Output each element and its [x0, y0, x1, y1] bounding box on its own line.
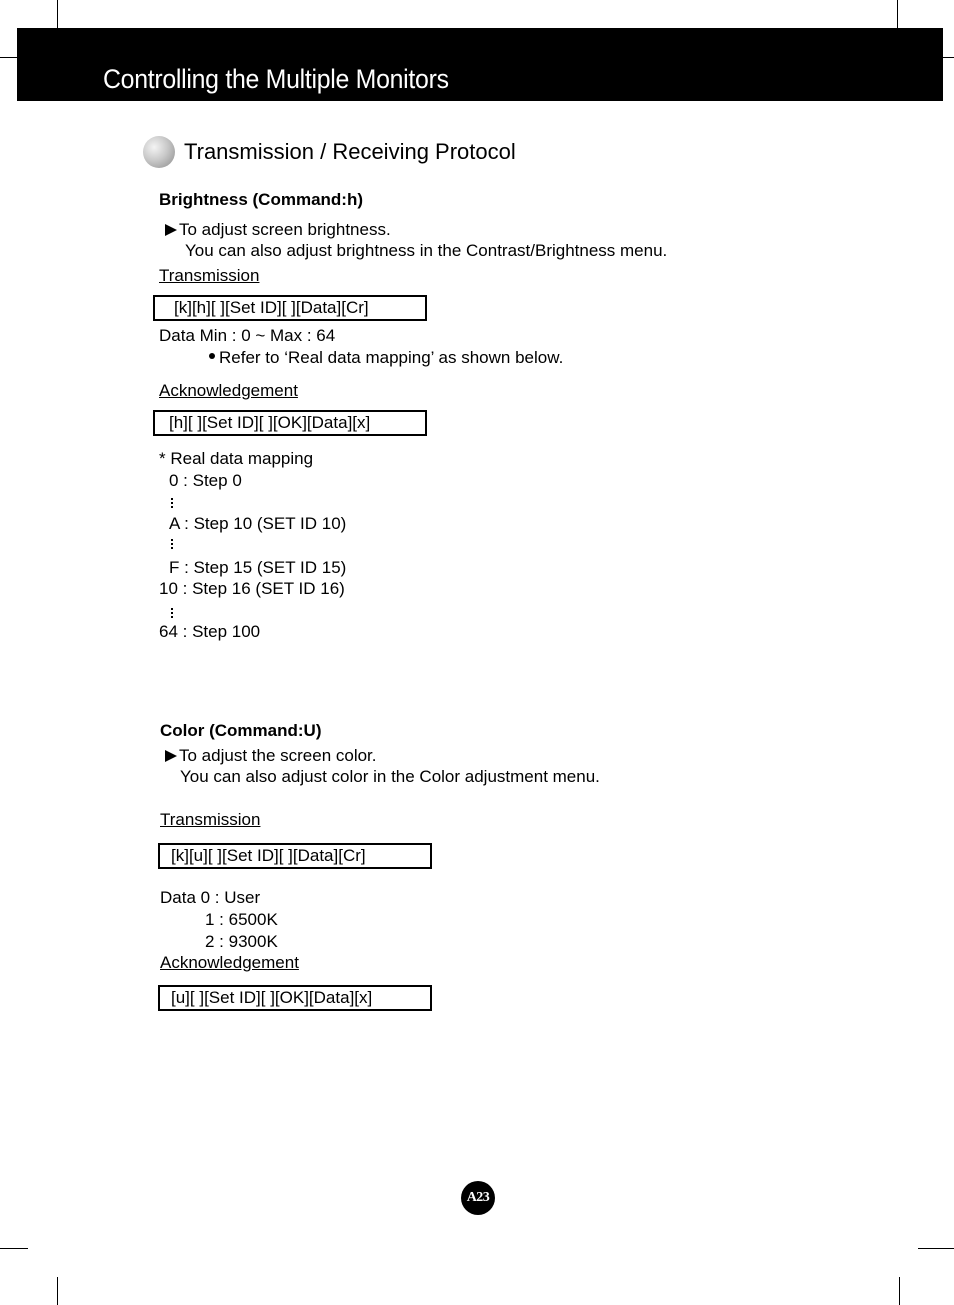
crop-mark	[899, 1277, 900, 1305]
bullet-dot-icon	[209, 353, 215, 359]
color-data-1: 1 : 6500K	[205, 910, 278, 929]
crop-mark	[57, 1277, 58, 1305]
mapping-row: A : Step 10 (SET ID 10)	[169, 514, 347, 533]
crop-mark	[57, 0, 58, 28]
color-ack-label: Acknowledgement	[160, 953, 299, 972]
mapping-row: F : Step 15 (SET ID 15)	[169, 558, 347, 577]
color-desc-line2: You can also adjust color in the Color adjustment menu.	[180, 767, 600, 786]
arrow-right-icon	[165, 750, 177, 762]
ellipsis-icon	[171, 539, 173, 551]
brightness-note	[209, 348, 563, 368]
color-desc-line1	[165, 746, 377, 766]
color-heading: Color (Command:U)	[160, 721, 322, 740]
header-bar	[17, 28, 943, 101]
brightness-note-text: Refer to ‘Real data mapping’ as shown below.	[219, 348, 564, 367]
mapping-title: * Real data mapping	[159, 449, 314, 468]
crop-mark	[943, 57, 954, 58]
ellipsis-icon	[171, 608, 173, 620]
page-title: Controlling the Multiple Monitors	[103, 64, 449, 94]
brightness-desc1-text: To adjust screen brightness.	[179, 220, 391, 239]
mapping-row: 0 : Step 0	[169, 471, 242, 490]
brightness-ack-box	[153, 410, 427, 436]
color-ack-box	[158, 985, 432, 1011]
section-title: Transmission / Receiving Protocol	[184, 139, 516, 164]
crop-mark	[0, 57, 17, 58]
mapping-row: 10 : Step 16 (SET ID 16)	[159, 579, 345, 598]
ellipsis-icon	[171, 498, 173, 510]
brightness-transmission-box	[153, 295, 427, 321]
brightness-desc-line1	[165, 220, 391, 240]
color-desc1-text: To adjust the screen color.	[179, 746, 377, 765]
page-number-badge: A23	[461, 1181, 495, 1215]
crop-mark	[0, 1248, 28, 1249]
color-ack-code: [u][ ][Set ID][ ][OK][Data][x]	[171, 988, 373, 1007]
brightness-ack-code: [h][ ][Set ID][ ][OK][Data][x]	[169, 413, 371, 432]
mapping-row: 64 : Step 100	[159, 622, 261, 641]
color-transmission-label: Transmission	[160, 810, 261, 829]
color-transmission-code: [k][u][ ][Set ID][ ][Data][Cr]	[171, 846, 366, 865]
brightness-transmission-label: Transmission	[159, 266, 260, 285]
bullet-sphere-icon	[143, 136, 175, 168]
color-data-2: 2 : 9300K	[205, 932, 278, 951]
color-data-0: Data 0 : User	[160, 888, 261, 907]
brightness-heading: Brightness (Command:h)	[159, 190, 363, 209]
crop-mark	[918, 1248, 954, 1249]
crop-mark	[897, 0, 898, 28]
arrow-right-icon	[165, 224, 177, 236]
color-transmission-box	[158, 843, 432, 869]
brightness-desc-line2: You can also adjust brightness in the Contrast/Brightness menu.	[185, 241, 668, 260]
brightness-ack-label: Acknowledgement	[159, 381, 298, 400]
brightness-transmission-code: [k][h][ ][Set ID][ ][Data][Cr]	[174, 298, 369, 317]
brightness-data-range: Data Min : 0 ~ Max : 64	[159, 326, 336, 345]
